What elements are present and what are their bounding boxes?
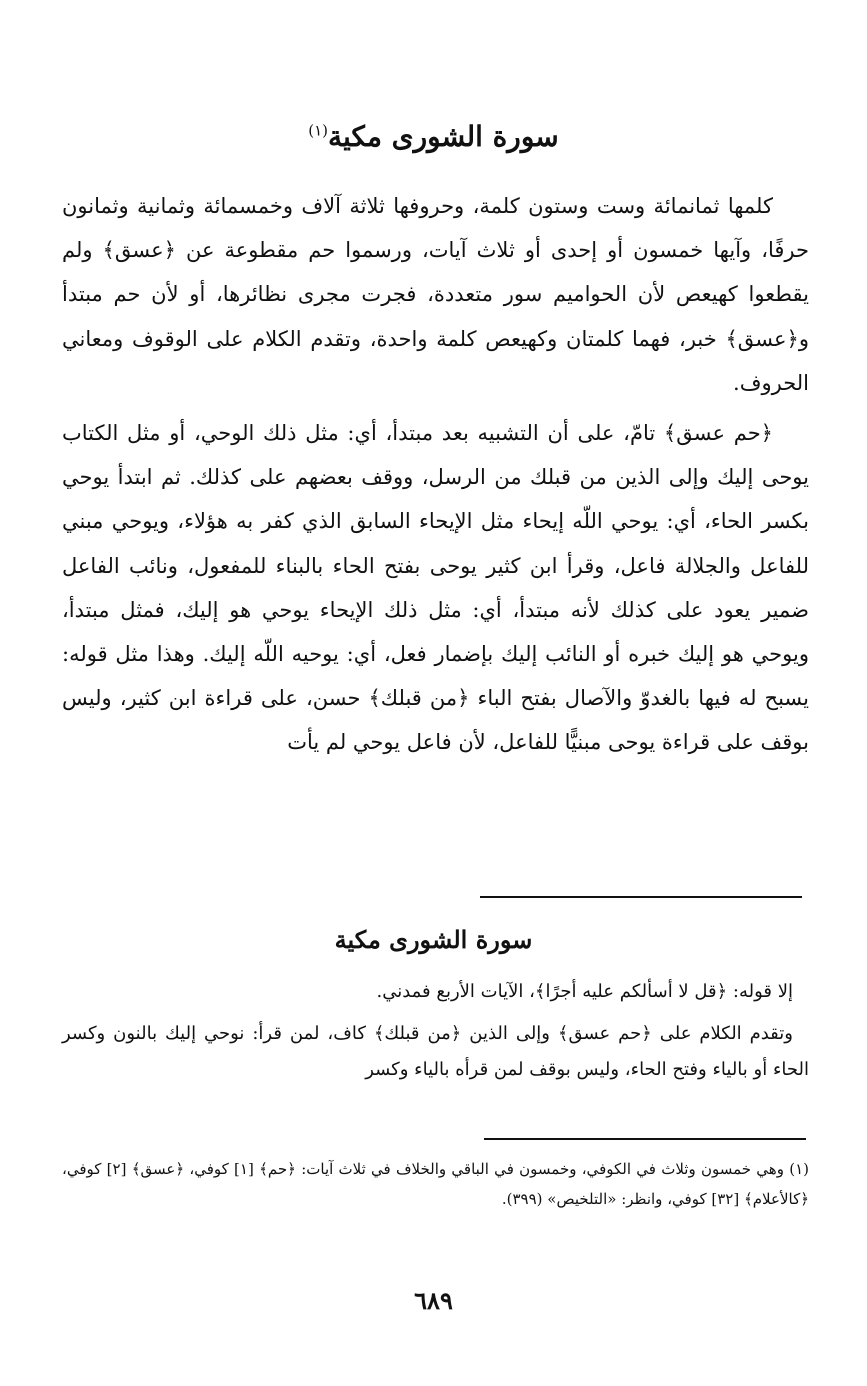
footnote-marker: (١): [308, 121, 329, 140]
main-paragraph-2: ﴿حم عسق﴾ تامّ، على أن التشبيه بعد مبتدأ، أي: مثل ذلك الوحي، أو مثل الكتاب يوحى إليك وإلى الذين من قبلك من الرسل، ووقف بعضهم على كذلك. ثم ابتدأ يوحي بكسر الحاء، أي: يوحي اللّه إيحاء مثل الإيحاء السابق الذي كفر به هؤلاء، ويوحي مبني للفاعل والجلالة فاعل، وقرأ ابن كثير يوحى بفتح الحاء بالبناء للمفعول، ونائب الفاعل ضمير يعود على كذلك لأنه مبتدأ، أي: مثل ذلك الإيحاء يوحي هو إليك، فمثل مبتدأ، ويوحي هو إليك خبره أو النائب إليك بإضمار فعل، أي: يوحيه اللّه إليك. وهذا مثل قوله: يسبح له فيها بالغدوّ والآصال بفتح الباء ﴿من قبلك﴾ حسن، على قراءة ابن كثير، وليس بوقف على قراءة يوحى مبنيًّا للفاعل، لأن فاعل يوحي لم يأت: [62, 421, 809, 755]
section-divider: [480, 896, 802, 898]
main-paragraph-1: كلمها ثمانمائة وست وستون كلمة، وحروفها ثلاثة آلاف وخمسمائة وثمانية وثمانون حرفًا، وآيها خمسون أو إحدى أو ثلاث آيات، ورسموا حم مقطوعة عن ﴿عسق﴾ ولم يقطعوا كهيعص لأن الحواميم سور متعددة، فجرت مجرى نظائرها، أو لأن حم مبتدأ و﴿عسق﴾ خبر، فهما كلمتان وكهيعص كلمة واحدة، وتقدم الكلام على الوقوف ومعاني الحروف.: [62, 194, 809, 395]
footnotes: [62, 1154, 809, 1214]
surah-title-text: سورة الشورى مكية: [328, 120, 559, 153]
footnote-divider: [484, 1138, 806, 1140]
secondary-paragraph-1: إلا قوله: ﴿قل لا أسألكم عليه أجرًا﴾، الآيات الأربع فمدني.: [376, 981, 793, 1002]
main-text: [62, 184, 809, 765]
section-heading: سورة الشورى مكية: [334, 925, 533, 954]
footnote-1: (١) وهي خمسون وثلاث في الكوفي، وخمسون في الباقي والخلاف في ثلاث آيات: ﴿حم﴾ [١] كوفي، ﴿عسق﴾ [٢] كوفي، ﴿كالأعلام﴾ [٣٢] كوفي، وانظر: «التلخيص» (٣٩٩).: [62, 1160, 810, 1208]
page-number: ٦٨٩: [414, 1286, 453, 1315]
surah-title: [0, 120, 867, 153]
secondary-paragraph-2: وتقدم الكلام على ﴿حم عسق﴾ وإلى الذين ﴿من قبلك﴾ كاف، لمن قرأ: نوحي إليك بالنون وكسر الحاء أو بالياء وفتح الحاء، وليس بوقف لمن قرأه بالياء وكسر: [62, 1023, 809, 1080]
secondary-text: [62, 974, 809, 1088]
